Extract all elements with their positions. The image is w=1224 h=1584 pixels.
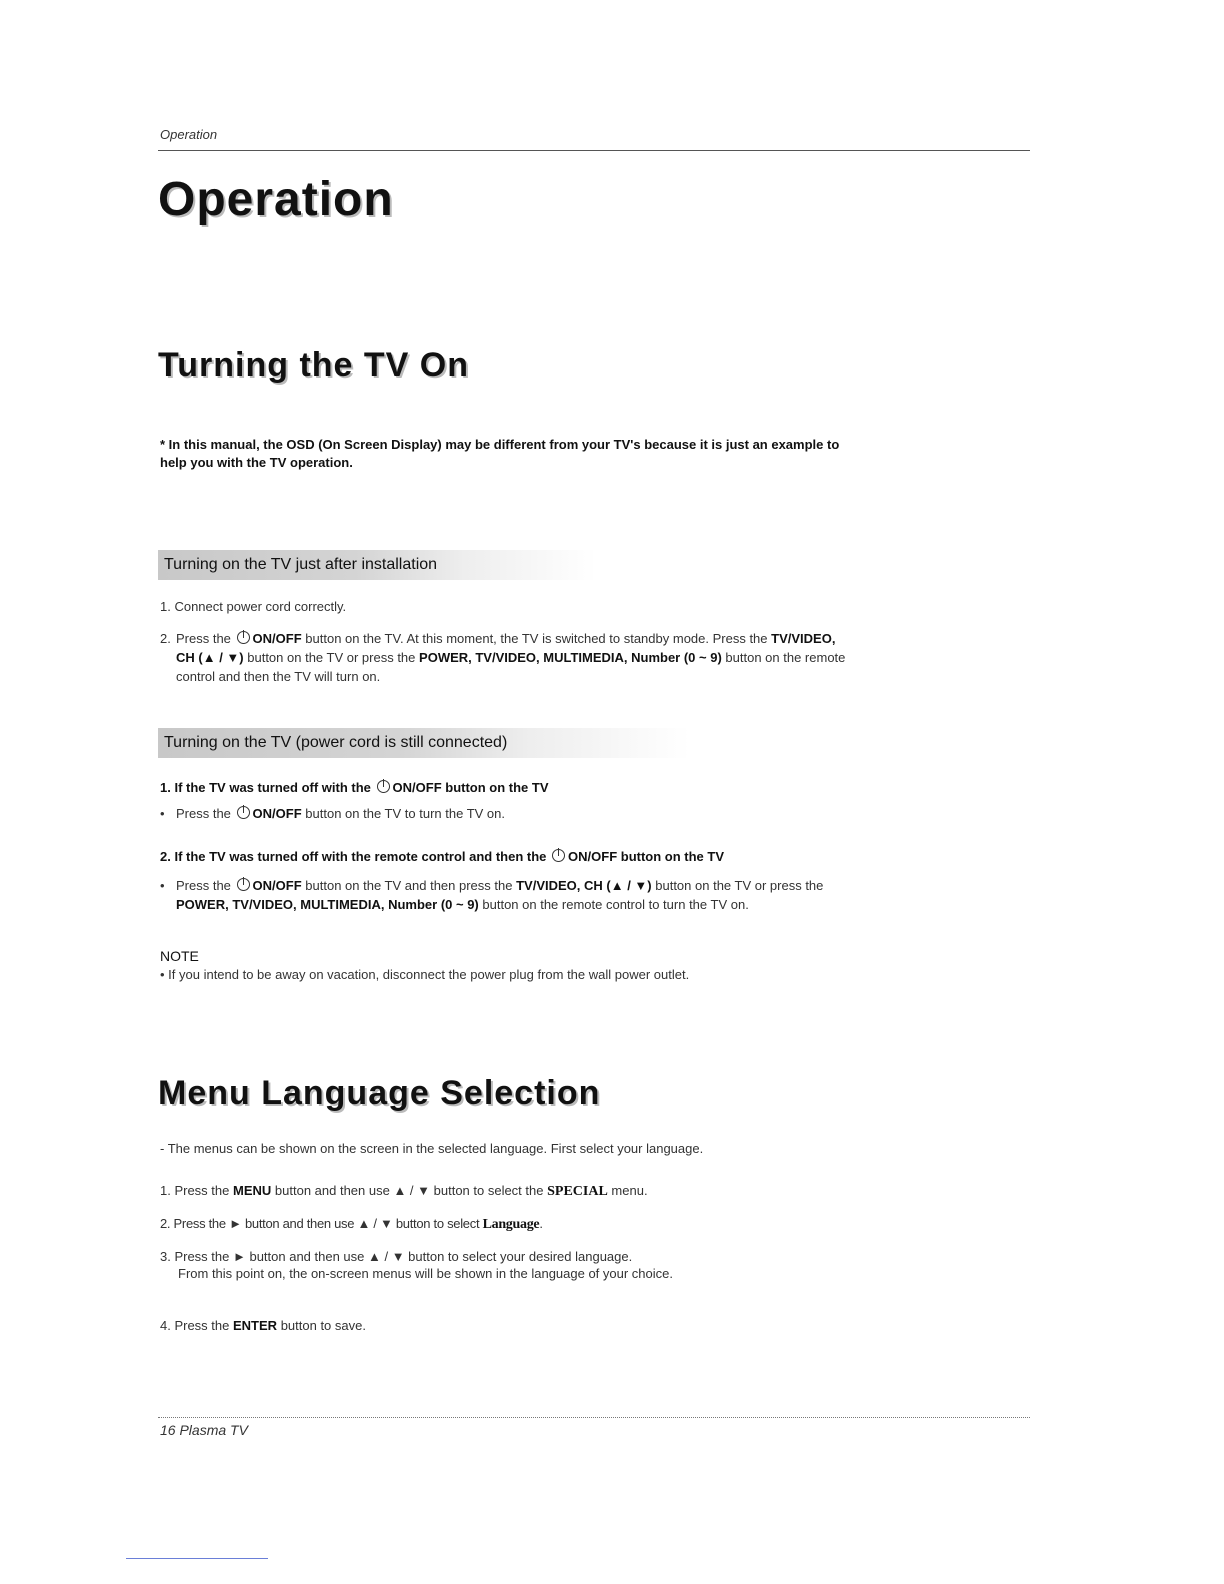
note-label: NOTE <box>160 948 199 964</box>
language-menu-name: Language <box>482 1217 540 1232</box>
running-header: Operation <box>160 127 218 142</box>
install-step-2-text-c: button on the TV or press the <box>247 650 416 665</box>
language-step-2 <box>160 1214 860 1234</box>
language-step-3 <box>160 1248 740 1282</box>
header-rule <box>158 150 1030 151</box>
footer-rule <box>158 1417 1030 1418</box>
tvvideo-ch-keys: TV/VIDEO, CH (▲ / ▼) <box>516 878 652 893</box>
remote-keys: POWER, TV/VIDEO, MULTIMEDIA, Number (0 ~ 9) <box>419 650 722 665</box>
language-intro: - The menus can be shown on the screen in the selected language. First select your language. <box>160 1141 704 1156</box>
language-step-1-a: 1. Press the <box>160 1183 230 1198</box>
power-icon <box>237 631 250 644</box>
power-icon <box>237 806 250 819</box>
case-1-heading-a: 1. If the TV was turned off with the <box>160 780 371 795</box>
power-icon <box>237 878 250 891</box>
language-step-3-a: 3. Press the ► button and then use ▲ / ▼ button to select your desired language. <box>160 1249 633 1264</box>
subhead-after-installation: Turning on the TV just after installation <box>158 550 596 580</box>
note-text: • If you intend to be away on vacation, disconnect the power plug from the wall power outlet. <box>160 967 690 982</box>
case-2-bullet-d: button on the remote control to turn the TV on. <box>482 897 749 912</box>
section-title-turning-on: Turning the TV On <box>158 346 469 384</box>
case-2-bullet <box>160 876 865 914</box>
enter-key: ENTER <box>233 1318 278 1333</box>
language-step-4-a: 4. Press the <box>160 1318 230 1333</box>
onoff-key: ON/OFF <box>252 878 302 893</box>
install-step-2 <box>160 629 850 686</box>
language-step-3-b: From this point on, the on-screen menus will be shown in the language of your choice. <box>178 1266 673 1281</box>
language-step-1-c: menu. <box>611 1183 648 1198</box>
page-title: Operation <box>158 173 394 226</box>
install-step-1: 1. Connect power cord correctly. <box>160 599 347 614</box>
case-1-bullet-a: Press the <box>176 806 231 821</box>
install-step-2-text-a: Press the <box>176 631 231 646</box>
install-step-2-text <box>176 629 850 686</box>
case-1-heading-b: ON/OFF button on the TV <box>392 780 549 795</box>
language-step-2-b: . <box>539 1216 543 1231</box>
case-1-heading <box>160 780 860 795</box>
language-step-2-a: 2. Press the ► button and then use ▲ / ▼ button to select <box>160 1216 480 1231</box>
bullet-icon: • <box>160 878 165 893</box>
case-2-heading-a: 2. If the TV was turned off with the remote control and then the <box>160 849 547 864</box>
menu-key: MENU <box>233 1183 272 1198</box>
subhead-power-connected: Turning on the TV (power cord is still connected) <box>158 728 690 758</box>
onoff-key: ON/OFF <box>252 806 302 821</box>
case-2-heading <box>160 849 880 864</box>
install-step-2-text-d: button on the remote control and then the TV will turn on. <box>176 650 846 684</box>
onoff-key: ON/OFF <box>252 631 302 646</box>
power-icon <box>552 849 565 862</box>
remote-keys: POWER, TV/VIDEO, MULTIMEDIA, Number (0 ~ 9) <box>176 897 479 912</box>
case-1-bullet-b: button on the TV to turn the TV on. <box>305 806 505 821</box>
install-step-2-text-b: button on the TV. At this moment, the TV is switched to standby mode. Press the <box>305 631 768 646</box>
scan-artifact-line <box>126 1558 268 1559</box>
case-2-bullet-c: button on the TV or press the <box>655 878 824 893</box>
language-step-4-b: button to save. <box>280 1318 366 1333</box>
power-icon <box>377 780 390 793</box>
section-title-language: Menu Language Selection <box>158 1074 601 1112</box>
tvvideo-ch-keys: TV/VIDEO, CH (▲ / ▼) <box>176 631 836 665</box>
language-step-4 <box>160 1316 860 1335</box>
case-1-bullet <box>160 804 860 823</box>
case-2-heading-b: ON/OFF button on the TV <box>568 849 725 864</box>
case-2-bullet-a: Press the <box>176 878 231 893</box>
special-menu-name: SPECIAL <box>547 1184 608 1199</box>
osd-disclaimer: * In this manual, the OSD (On Screen Display) may be different from your TV's because it is just an example to help you with the TV operation. <box>160 437 840 470</box>
language-step-1-b: button and then use ▲ / ▼ button to select the <box>274 1183 544 1198</box>
install-step-2-number: 2. <box>160 631 171 646</box>
bullet-icon: • <box>160 806 165 821</box>
case-2-bullet-text <box>176 876 865 914</box>
language-step-1 <box>160 1181 860 1201</box>
page-footer: 16 Plasma TV <box>160 1422 248 1438</box>
case-2-bullet-b: button on the TV and then press the <box>305 878 513 893</box>
